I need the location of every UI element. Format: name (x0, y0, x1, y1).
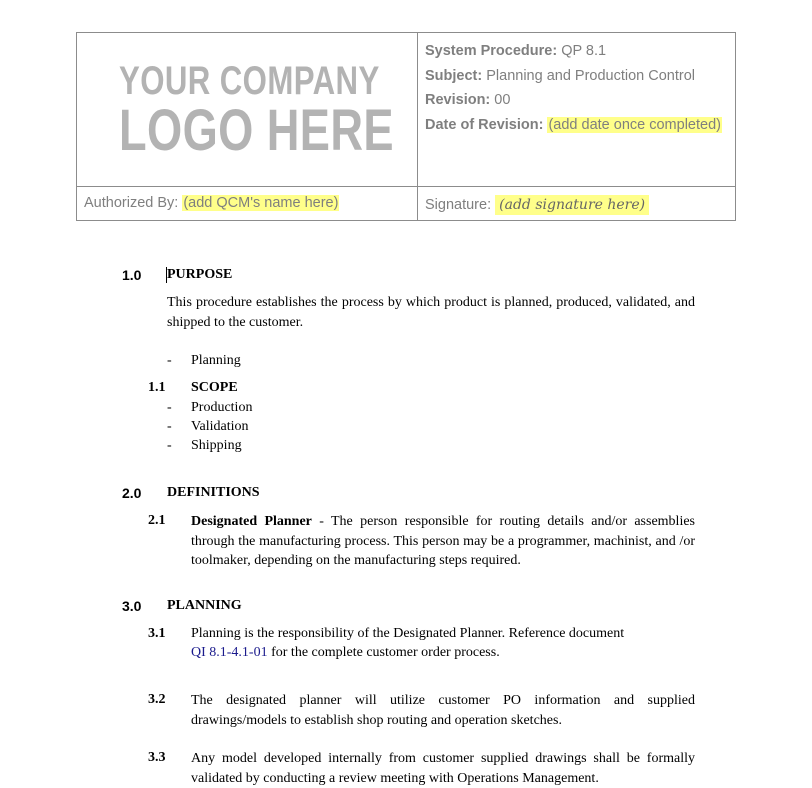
subsection-number: 1.1 (148, 380, 166, 395)
system-procedure-row: System Procedure: QP 8.1 (425, 43, 607, 59)
revision-row: Revision: 00 (425, 92, 511, 108)
subsection-number: 3.1 (148, 626, 166, 641)
section-title-definitions: DEFINITIONS (167, 485, 260, 500)
bullet-dash: - (167, 419, 172, 434)
bullet-production: Production (191, 400, 253, 415)
subsection-title-scope: SCOPE (191, 380, 238, 395)
reference-document-link[interactable]: QI 8.1-4.1-01 (191, 645, 268, 660)
subsection-number: 3.2 (148, 692, 166, 707)
authorized-by-field: Authorized By: (add QCM's name here) (84, 195, 339, 211)
purpose-paragraph: This procedure establishes the process by which product is planned, produced, validated, and shipped to the customer. (167, 295, 695, 330)
signature-field: Signature: (add signature here) (425, 197, 649, 213)
date-of-revision-row: Date of Revision: (add date once completed) (425, 116, 721, 133)
definition-term: Designated Planner (191, 514, 312, 529)
qcm-name-placeholder[interactable]: (add QCM's name here) (183, 195, 339, 211)
company-logo-placeholder: YOUR COMPANY LOGO HERE (119, 59, 394, 163)
header-divider-horizontal (77, 186, 735, 187)
section-number: 2.0 (122, 485, 142, 501)
planning-text-line1: Planning is the responsibility of the Designated Planner. Reference document (191, 626, 625, 641)
document-header-table (76, 32, 736, 221)
definition-paragraph: Designated Planner - The person responsible for routing details and/or assemblies through the manufacturing process. This person may be a programmer, machinist, and /or toolmaker, depending on the manufacturing steps required. (191, 514, 695, 568)
section-number: 1.0 (122, 267, 142, 283)
planner-paragraph: The designated planner will utilize customer PO information and supplied drawings/models to establish shop routing and operation sketches. (191, 693, 695, 728)
signature-placeholder[interactable]: (add signature here) (495, 195, 649, 215)
bullet-dash: - (167, 400, 172, 415)
bullet-shipping: Shipping (191, 438, 242, 453)
date-placeholder-highlight[interactable]: (add date once completed) (548, 116, 721, 133)
section-number: 3.0 (122, 598, 142, 614)
planning-text-line2: QI 8.1-4.1-01 for the complete customer order process. (191, 645, 500, 660)
subject-row: Subject: Planning and Production Control (425, 67, 696, 84)
bullet-dash: - (167, 438, 172, 453)
procedure-metadata (425, 41, 722, 139)
model-validation-paragraph: Any model developed internally from customer supplied drawings shall be formally validated by conducting a review meeting with Operations Management. (191, 751, 695, 786)
subsection-number: 3.3 (148, 750, 166, 765)
subsection-number: 2.1 (148, 513, 166, 528)
bullet-planning: Planning (191, 353, 241, 368)
header-divider-vertical (417, 33, 418, 220)
bullet-validation: Validation (191, 419, 249, 434)
bullet-dash: - (167, 353, 172, 368)
section-title-planning: PLANNING (167, 598, 242, 613)
section-title-purpose: PURPOSE (167, 267, 233, 282)
